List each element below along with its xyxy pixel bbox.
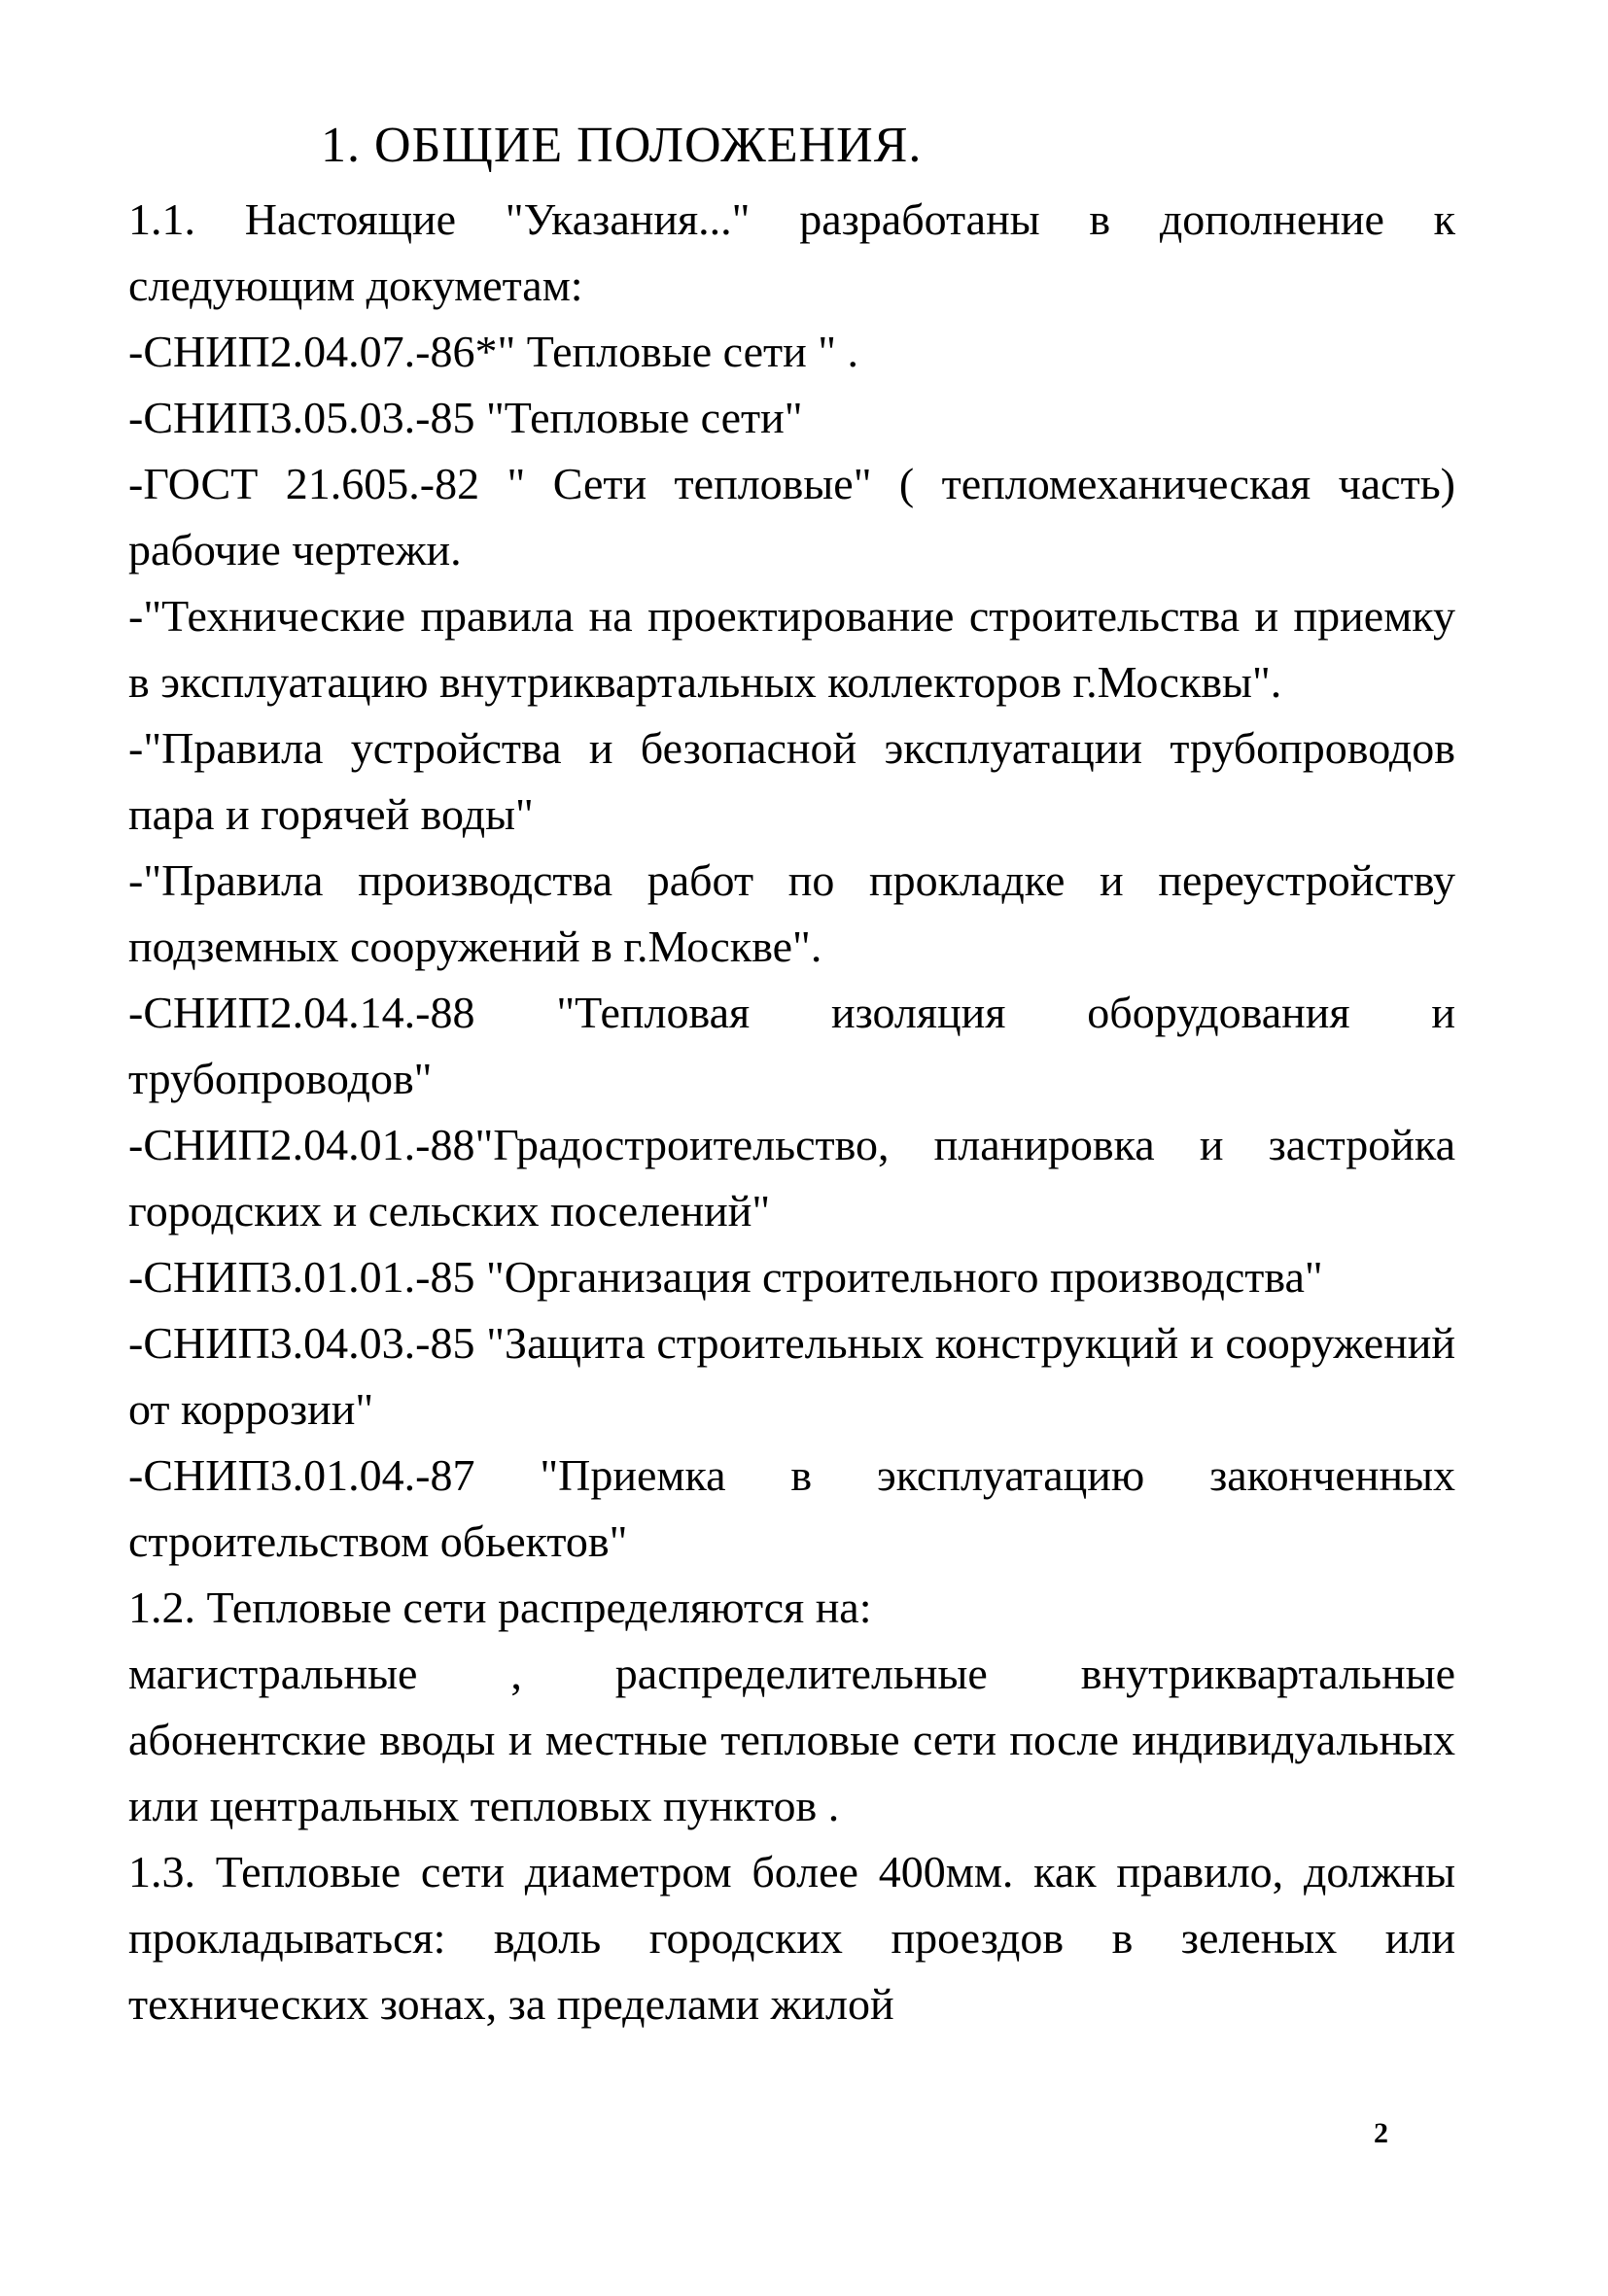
reference-gost-21-605: -ГОСТ 21.605.-82 " Сети тепловые" ( тепломеханическая часть) рабочие чертежи. [128,459,1455,574]
reference-snip-2-04-01: -СНИП2.04.01.-88"Градостроительство, планировка и застройка городских и сельских поселений" [128,1120,1455,1235]
paragraph-1-1: 1.1. Настоящие "Указания..." разработаны в дополнение к следующим докуметам: [128,194,1455,310]
reference-snip-2-04-07: -СНИП2.04.07.-86*" Тепловые сети " . [128,327,859,376]
paragraph-network-types: магистральные , распределительные внутриквартальные абонентские вводы и местные тепловые сети после индивидуальных или центральных тепловых пунктов . [128,1649,1455,1830]
paragraph-1-3: 1.3. Тепловые сети диаметром более 400мм. как правило, должны прокладываться: вдоль городских проездов в зеленых или технических зонах, за пределами жилой [128,1847,1455,2029]
reference-technical-rules: -"Технические правила на проектирование строительства и приемку в эксплуатацию внутриквартальных коллекторов г.Москвы". [128,591,1455,707]
reference-safety-rules: -"Правила устройства и безопасной эксплуатации трубопроводов пара и горячей воды" [128,723,1455,839]
reference-snip-3-05-03: -СНИП3.05.03.-85 "Тепловые сети" [128,393,803,442]
section-title: 1. ОБЩИЕ ПОЛОЖЕНИЯ. [321,118,923,173]
reference-work-rules: -"Правила производства работ по прокладке и переустройству подземных сооружений в г.Москве". [128,855,1455,971]
page-number: 2 [1374,2117,1388,2149]
reference-snip-3-04-03: -СНИП3.04.03.-85 "Защита строительных конструкций и сооружений от коррозии" [128,1318,1455,1434]
paragraph-1-2: 1.2. Тепловые сети распределяются на: [128,1583,872,1632]
reference-snip-3-01-01: -СНИП3.01.01.-85 "Организация строительного производства" [128,1252,1323,1302]
reference-snip-2-04-14: -СНИП2.04.14.-88 "Тепловая изоляция оборудования и трубопроводов" [128,988,1455,1103]
document-body [128,187,1455,2037]
reference-snip-3-01-04: -СНИП3.01.04.-87 "Приемка в эксплуатацию законченных строительством обьектов" [128,1450,1455,1566]
